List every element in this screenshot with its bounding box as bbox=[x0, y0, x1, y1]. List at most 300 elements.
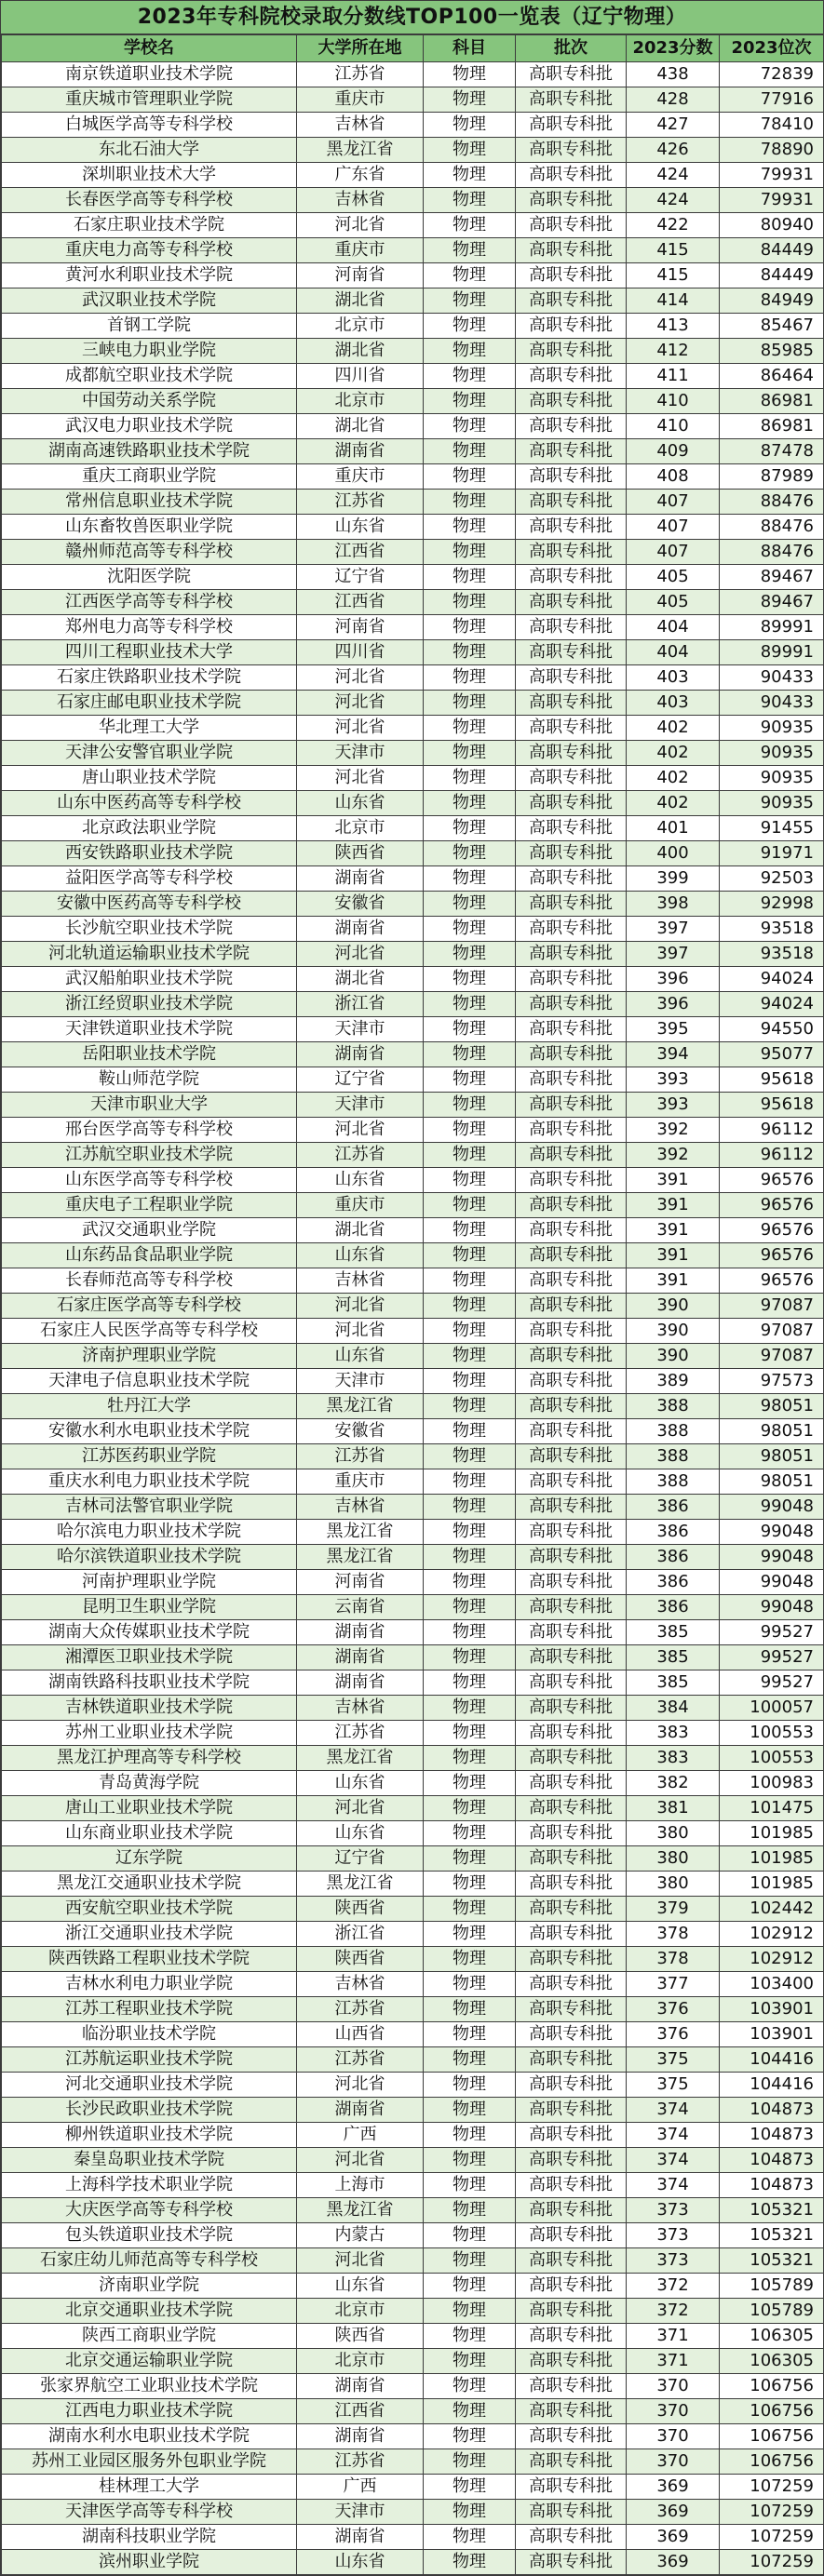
subject-cell: 物理 bbox=[424, 1444, 516, 1469]
batch-cell: 高职专科批 bbox=[516, 2500, 627, 2525]
rank-cell: 93518 bbox=[720, 917, 824, 942]
batch-cell: 高职专科批 bbox=[516, 2449, 627, 2475]
table-row bbox=[2, 1696, 824, 1721]
table-row bbox=[2, 1897, 824, 1922]
province-cell: 山东省 bbox=[297, 2550, 424, 2575]
score-cell: 424 bbox=[627, 163, 720, 188]
rank-cell: 88476 bbox=[720, 515, 824, 540]
province-cell: 陕西省 bbox=[297, 1897, 424, 1922]
province-cell: 湖南省 bbox=[297, 1620, 424, 1645]
province-cell: 山东省 bbox=[297, 2274, 424, 2299]
school-name-cell: 重庆工商职业学院 bbox=[2, 464, 297, 490]
score-cell: 385 bbox=[627, 1620, 720, 1645]
batch-cell: 高职专科批 bbox=[516, 1771, 627, 1796]
subject-cell: 物理 bbox=[424, 967, 516, 992]
batch-cell: 高职专科批 bbox=[516, 1570, 627, 1595]
rank-cell: 89991 bbox=[720, 640, 824, 665]
subject-cell: 物理 bbox=[424, 791, 516, 816]
batch-cell: 高职专科批 bbox=[516, 791, 627, 816]
batch-cell: 高职专科批 bbox=[516, 1922, 627, 1947]
rank-cell: 80940 bbox=[720, 213, 824, 238]
subject-cell: 物理 bbox=[424, 2399, 516, 2424]
score-cell: 388 bbox=[627, 1469, 720, 1495]
school-name-cell: 石家庄医学高等专科学校 bbox=[2, 1294, 297, 1319]
school-name-cell: 昆明卫生职业学院 bbox=[2, 1595, 297, 1620]
score-cell: 380 bbox=[627, 1821, 720, 1846]
province-cell: 天津市 bbox=[297, 1093, 424, 1118]
subject-cell: 物理 bbox=[424, 1143, 516, 1168]
subject-cell: 物理 bbox=[424, 2475, 516, 2500]
rank-cell: 96576 bbox=[720, 1243, 824, 1268]
score-cell: 383 bbox=[627, 1746, 720, 1771]
score-cell: 384 bbox=[627, 1696, 720, 1721]
rank-cell: 91971 bbox=[720, 841, 824, 866]
table-row bbox=[2, 1645, 824, 1670]
score-cell: 393 bbox=[627, 1067, 720, 1093]
table-row bbox=[2, 515, 824, 540]
table-row bbox=[2, 439, 824, 464]
school-name-cell: 武汉职业技术学院 bbox=[2, 288, 297, 314]
batch-cell: 高职专科批 bbox=[516, 1721, 627, 1746]
province-cell: 辽宁省 bbox=[297, 1846, 424, 1872]
subject-cell: 物理 bbox=[424, 1168, 516, 1193]
score-cell: 377 bbox=[627, 1972, 720, 1997]
rank-cell: 90935 bbox=[720, 791, 824, 816]
province-cell: 江西省 bbox=[297, 540, 424, 565]
subject-cell: 物理 bbox=[424, 540, 516, 565]
rank-cell: 106756 bbox=[720, 2399, 824, 2424]
province-cell: 江苏省 bbox=[297, 1721, 424, 1746]
subject-cell: 物理 bbox=[424, 87, 516, 113]
school-name-cell: 重庆电子工程职业学院 bbox=[2, 1193, 297, 1218]
table-row bbox=[2, 2248, 824, 2274]
province-cell: 山东省 bbox=[297, 1771, 424, 1796]
subject-cell: 物理 bbox=[424, 464, 516, 490]
province-cell: 广西 bbox=[297, 2475, 424, 2500]
batch-cell: 高职专科批 bbox=[516, 2424, 627, 2449]
rank-cell: 104873 bbox=[720, 2123, 824, 2148]
rank-cell: 104416 bbox=[720, 2073, 824, 2098]
province-cell: 河北省 bbox=[297, 2248, 424, 2274]
header-row bbox=[2, 35, 824, 62]
batch-cell: 高职专科批 bbox=[516, 2299, 627, 2324]
subject-cell: 物理 bbox=[424, 1746, 516, 1771]
score-cell: 373 bbox=[627, 2248, 720, 2274]
score-cell: 404 bbox=[627, 640, 720, 665]
subject-cell: 物理 bbox=[424, 1595, 516, 1620]
school-name-cell: 青岛黄海学院 bbox=[2, 1771, 297, 1796]
subject-cell: 物理 bbox=[424, 1821, 516, 1846]
subject-cell: 物理 bbox=[424, 1645, 516, 1670]
school-name-cell: 张家界航空工业职业技术学院 bbox=[2, 2374, 297, 2399]
subject-cell: 物理 bbox=[424, 1846, 516, 1872]
school-name-cell: 江西医学高等专科学校 bbox=[2, 590, 297, 615]
rank-cell: 98051 bbox=[720, 1444, 824, 1469]
province-cell: 江苏省 bbox=[297, 1997, 424, 2022]
batch-cell: 高职专科批 bbox=[516, 1947, 627, 1972]
batch-cell: 高职专科批 bbox=[516, 1469, 627, 1495]
subject-cell: 物理 bbox=[424, 892, 516, 917]
subject-cell: 物理 bbox=[424, 389, 516, 414]
province-cell: 河北省 bbox=[297, 942, 424, 967]
table-row bbox=[2, 2047, 824, 2073]
school-name-cell: 牡丹江大学 bbox=[2, 1394, 297, 1419]
table-row bbox=[2, 163, 824, 188]
table-row bbox=[2, 841, 824, 866]
school-name-cell: 长春医学高等专科学校 bbox=[2, 188, 297, 213]
rank-cell: 90433 bbox=[720, 665, 824, 691]
score-cell: 402 bbox=[627, 741, 720, 766]
table-row bbox=[2, 665, 824, 691]
rank-cell: 96112 bbox=[720, 1118, 824, 1143]
table-row bbox=[2, 1369, 824, 1394]
subject-cell: 物理 bbox=[424, 1344, 516, 1369]
subject-cell: 物理 bbox=[424, 1520, 516, 1545]
school-name-cell: 江西电力职业技术学院 bbox=[2, 2399, 297, 2424]
batch-cell: 高职专科批 bbox=[516, 2274, 627, 2299]
table-row bbox=[2, 1997, 824, 2022]
school-name-cell: 成都航空职业技术学院 bbox=[2, 364, 297, 389]
batch-cell: 高职专科批 bbox=[516, 1696, 627, 1721]
province-cell: 湖南省 bbox=[297, 1670, 424, 1696]
table-row bbox=[2, 1947, 824, 1972]
table-row bbox=[2, 866, 824, 892]
subject-cell: 物理 bbox=[424, 1319, 516, 1344]
score-cell: 373 bbox=[627, 2223, 720, 2248]
batch-cell: 高职专科批 bbox=[516, 2198, 627, 2223]
subject-cell: 物理 bbox=[424, 1922, 516, 1947]
table-body bbox=[2, 62, 824, 2575]
rank-cell: 94024 bbox=[720, 967, 824, 992]
table-row bbox=[2, 213, 824, 238]
table-row bbox=[2, 540, 824, 565]
score-cell: 390 bbox=[627, 1319, 720, 1344]
table-row bbox=[2, 1495, 824, 1520]
table-row bbox=[2, 716, 824, 741]
rank-cell: 106756 bbox=[720, 2424, 824, 2449]
subject-cell: 物理 bbox=[424, 741, 516, 766]
rank-cell: 100553 bbox=[720, 1721, 824, 1746]
school-name-cell: 湖南高速铁路职业技术学院 bbox=[2, 439, 297, 464]
table-row bbox=[2, 1294, 824, 1319]
rank-cell: 90935 bbox=[720, 716, 824, 741]
score-cell: 405 bbox=[627, 565, 720, 590]
school-name-cell: 沈阳医学院 bbox=[2, 565, 297, 590]
score-cell: 369 bbox=[627, 2475, 720, 2500]
school-name-cell: 深圳职业技术大学 bbox=[2, 163, 297, 188]
batch-cell: 高职专科批 bbox=[516, 2399, 627, 2424]
score-cell: 410 bbox=[627, 389, 720, 414]
rank-cell: 96576 bbox=[720, 1268, 824, 1294]
province-cell: 湖南省 bbox=[297, 439, 424, 464]
table-row bbox=[2, 967, 824, 992]
subject-cell: 物理 bbox=[424, 1394, 516, 1419]
table-row bbox=[2, 590, 824, 615]
rank-cell: 78890 bbox=[720, 138, 824, 163]
subject-cell: 物理 bbox=[424, 2525, 516, 2550]
rank-cell: 100553 bbox=[720, 1746, 824, 1771]
school-name-cell: 邢台医学高等专科学校 bbox=[2, 1118, 297, 1143]
score-cell: 374 bbox=[627, 2173, 720, 2198]
subject-cell: 物理 bbox=[424, 816, 516, 841]
subject-cell: 物理 bbox=[424, 917, 516, 942]
batch-cell: 高职专科批 bbox=[516, 1243, 627, 1268]
table-row bbox=[2, 640, 824, 665]
rank-cell: 104873 bbox=[720, 2148, 824, 2173]
batch-cell: 高职专科批 bbox=[516, 439, 627, 464]
table-row bbox=[2, 490, 824, 515]
province-cell: 北京市 bbox=[297, 2299, 424, 2324]
table-row bbox=[2, 1972, 824, 1997]
province-cell: 湖北省 bbox=[297, 288, 424, 314]
province-cell: 辽宁省 bbox=[297, 565, 424, 590]
score-cell: 399 bbox=[627, 866, 720, 892]
batch-cell: 高职专科批 bbox=[516, 841, 627, 866]
province-cell: 安徽省 bbox=[297, 1419, 424, 1444]
subject-cell: 物理 bbox=[424, 691, 516, 716]
province-cell: 山东省 bbox=[297, 1344, 424, 1369]
subject-cell: 物理 bbox=[424, 2098, 516, 2123]
batch-cell: 高职专科批 bbox=[516, 314, 627, 339]
province-cell: 河北省 bbox=[297, 665, 424, 691]
batch-cell: 高职专科批 bbox=[516, 2324, 627, 2349]
batch-cell: 高职专科批 bbox=[516, 540, 627, 565]
province-cell: 广西 bbox=[297, 2123, 424, 2148]
subject-cell: 物理 bbox=[424, 1067, 516, 1093]
province-cell: 河北省 bbox=[297, 1319, 424, 1344]
table-row bbox=[2, 2500, 824, 2525]
rank-cell: 99048 bbox=[720, 1520, 824, 1545]
score-cell: 403 bbox=[627, 691, 720, 716]
batch-cell: 高职专科批 bbox=[516, 87, 627, 113]
province-cell: 云南省 bbox=[297, 1595, 424, 1620]
subject-cell: 物理 bbox=[424, 1369, 516, 1394]
score-cell: 371 bbox=[627, 2349, 720, 2374]
batch-cell: 高职专科批 bbox=[516, 1067, 627, 1093]
table-row bbox=[2, 615, 824, 640]
school-name-cell: 天津医学高等专科学校 bbox=[2, 2500, 297, 2525]
table-row bbox=[2, 942, 824, 967]
province-cell: 天津市 bbox=[297, 1017, 424, 1042]
table-row bbox=[2, 1193, 824, 1218]
subject-cell: 物理 bbox=[424, 2424, 516, 2449]
header-rank: 2023位次 bbox=[720, 35, 824, 62]
header-school: 学校名 bbox=[2, 35, 297, 62]
school-name-cell: 包头铁道职业技术学院 bbox=[2, 2223, 297, 2248]
province-cell: 湖南省 bbox=[297, 2374, 424, 2399]
batch-cell: 高职专科批 bbox=[516, 188, 627, 213]
score-cell: 394 bbox=[627, 1042, 720, 1067]
subject-cell: 物理 bbox=[424, 1495, 516, 1520]
school-name-cell: 苏州工业园区服务外包职业学院 bbox=[2, 2449, 297, 2475]
table-row bbox=[2, 1419, 824, 1444]
subject-cell: 物理 bbox=[424, 2324, 516, 2349]
score-cell: 407 bbox=[627, 540, 720, 565]
province-cell: 湖南省 bbox=[297, 866, 424, 892]
table-row bbox=[2, 1872, 824, 1897]
table-row bbox=[2, 188, 824, 213]
rank-cell: 78410 bbox=[720, 113, 824, 138]
province-cell: 吉林省 bbox=[297, 1972, 424, 1997]
school-name-cell: 吉林铁道职业技术学院 bbox=[2, 1696, 297, 1721]
subject-cell: 物理 bbox=[424, 113, 516, 138]
rank-cell: 72839 bbox=[720, 62, 824, 87]
table-row bbox=[2, 1344, 824, 1369]
school-name-cell: 武汉电力职业技术学院 bbox=[2, 414, 297, 439]
header-province: 大学所在地 bbox=[297, 35, 424, 62]
batch-cell: 高职专科批 bbox=[516, 1821, 627, 1846]
school-name-cell: 武汉船舶职业技术学院 bbox=[2, 967, 297, 992]
rank-cell: 100983 bbox=[720, 1771, 824, 1796]
batch-cell: 高职专科批 bbox=[516, 716, 627, 741]
subject-cell: 物理 bbox=[424, 1193, 516, 1218]
table-row bbox=[2, 1469, 824, 1495]
province-cell: 北京市 bbox=[297, 816, 424, 841]
rank-cell: 105789 bbox=[720, 2274, 824, 2299]
rank-cell: 105321 bbox=[720, 2248, 824, 2274]
province-cell: 湖南省 bbox=[297, 1042, 424, 1067]
batch-cell: 高职专科批 bbox=[516, 2223, 627, 2248]
batch-cell: 高职专科批 bbox=[516, 967, 627, 992]
subject-cell: 物理 bbox=[424, 565, 516, 590]
province-cell: 重庆市 bbox=[297, 87, 424, 113]
province-cell: 浙江省 bbox=[297, 1922, 424, 1947]
subject-cell: 物理 bbox=[424, 238, 516, 263]
school-name-cell: 哈尔滨电力职业技术学院 bbox=[2, 1520, 297, 1545]
batch-cell: 高职专科批 bbox=[516, 640, 627, 665]
score-cell: 401 bbox=[627, 816, 720, 841]
subject-cell: 物理 bbox=[424, 2550, 516, 2575]
batch-cell: 高职专科批 bbox=[516, 1444, 627, 1469]
subject-cell: 物理 bbox=[424, 2073, 516, 2098]
table-row bbox=[2, 1118, 824, 1143]
province-cell: 黑龙江省 bbox=[297, 138, 424, 163]
province-cell: 广东省 bbox=[297, 163, 424, 188]
school-name-cell: 赣州师范高等专科学校 bbox=[2, 540, 297, 565]
score-cell: 426 bbox=[627, 138, 720, 163]
subject-cell: 物理 bbox=[424, 490, 516, 515]
batch-cell: 高职专科批 bbox=[516, 2022, 627, 2047]
subject-cell: 物理 bbox=[424, 2274, 516, 2299]
subject-cell: 物理 bbox=[424, 2123, 516, 2148]
subject-cell: 物理 bbox=[424, 1042, 516, 1067]
province-cell: 重庆市 bbox=[297, 464, 424, 490]
province-cell: 黑龙江省 bbox=[297, 1746, 424, 1771]
province-cell: 山东省 bbox=[297, 1168, 424, 1193]
batch-cell: 高职专科批 bbox=[516, 942, 627, 967]
school-name-cell: 柳州铁道职业技术学院 bbox=[2, 2123, 297, 2148]
score-cell: 397 bbox=[627, 917, 720, 942]
province-cell: 黑龙江省 bbox=[297, 1394, 424, 1419]
table-row bbox=[2, 816, 824, 841]
batch-cell: 高职专科批 bbox=[516, 263, 627, 288]
subject-cell: 物理 bbox=[424, 1670, 516, 1696]
rank-cell: 105321 bbox=[720, 2223, 824, 2248]
rank-cell: 107259 bbox=[720, 2525, 824, 2550]
score-cell: 396 bbox=[627, 967, 720, 992]
score-cell: 393 bbox=[627, 1093, 720, 1118]
score-cell: 378 bbox=[627, 1947, 720, 1972]
rank-cell: 99527 bbox=[720, 1670, 824, 1696]
score-cell: 427 bbox=[627, 113, 720, 138]
batch-cell: 高职专科批 bbox=[516, 2148, 627, 2173]
table-row bbox=[2, 2098, 824, 2123]
subject-cell: 物理 bbox=[424, 1897, 516, 1922]
subject-cell: 物理 bbox=[424, 1972, 516, 1997]
rank-cell: 97087 bbox=[720, 1294, 824, 1319]
rank-cell: 95618 bbox=[720, 1093, 824, 1118]
table-row bbox=[2, 314, 824, 339]
rank-cell: 106756 bbox=[720, 2449, 824, 2475]
table-row bbox=[2, 992, 824, 1017]
table-row bbox=[2, 1444, 824, 1469]
subject-cell: 物理 bbox=[424, 2449, 516, 2475]
table-row bbox=[2, 741, 824, 766]
score-cell: 391 bbox=[627, 1268, 720, 1294]
subject-cell: 物理 bbox=[424, 288, 516, 314]
school-name-cell: 苏州工业职业技术学院 bbox=[2, 1721, 297, 1746]
school-name-cell: 天津市职业大学 bbox=[2, 1093, 297, 1118]
batch-cell: 高职专科批 bbox=[516, 1620, 627, 1645]
school-name-cell: 石家庄人民医学高等专科学校 bbox=[2, 1319, 297, 1344]
table-row bbox=[2, 2123, 824, 2148]
batch-cell: 高职专科批 bbox=[516, 1042, 627, 1067]
batch-cell: 高职专科批 bbox=[516, 1168, 627, 1193]
rank-cell: 101985 bbox=[720, 1846, 824, 1872]
province-cell: 吉林省 bbox=[297, 1268, 424, 1294]
table-row bbox=[2, 2223, 824, 2248]
province-cell: 湖南省 bbox=[297, 2098, 424, 2123]
rank-cell: 106305 bbox=[720, 2349, 824, 2374]
school-name-cell: 唐山职业技术学院 bbox=[2, 766, 297, 791]
subject-cell: 物理 bbox=[424, 1017, 516, 1042]
batch-cell: 高职专科批 bbox=[516, 490, 627, 515]
province-cell: 重庆市 bbox=[297, 1193, 424, 1218]
subject-cell: 物理 bbox=[424, 188, 516, 213]
batch-cell: 高职专科批 bbox=[516, 1495, 627, 1520]
batch-cell: 高职专科批 bbox=[516, 2047, 627, 2073]
subject-cell: 物理 bbox=[424, 1872, 516, 1897]
score-cell: 380 bbox=[627, 1872, 720, 1897]
rank-cell: 105321 bbox=[720, 2198, 824, 2223]
batch-cell: 高职专科批 bbox=[516, 917, 627, 942]
rank-cell: 84949 bbox=[720, 288, 824, 314]
rank-cell: 102442 bbox=[720, 1897, 824, 1922]
rank-cell: 96112 bbox=[720, 1143, 824, 1168]
score-cell: 374 bbox=[627, 2148, 720, 2173]
school-name-cell: 山东畜牧兽医职业学院 bbox=[2, 515, 297, 540]
school-name-cell: 山东商业职业技术学院 bbox=[2, 1821, 297, 1846]
school-name-cell: 黄河水利职业技术学院 bbox=[2, 263, 297, 288]
rank-cell: 98051 bbox=[720, 1419, 824, 1444]
header-score: 2023分数 bbox=[627, 35, 720, 62]
table-row bbox=[2, 1067, 824, 1093]
batch-cell: 高职专科批 bbox=[516, 2248, 627, 2274]
rank-cell: 79931 bbox=[720, 188, 824, 213]
table-row bbox=[2, 87, 824, 113]
batch-cell: 高职专科批 bbox=[516, 1268, 627, 1294]
subject-cell: 物理 bbox=[424, 2374, 516, 2399]
school-name-cell: 黑龙江护理高等专科学校 bbox=[2, 1746, 297, 1771]
school-name-cell: 北京交通职业技术学院 bbox=[2, 2299, 297, 2324]
subject-cell: 物理 bbox=[424, 1947, 516, 1972]
rank-cell: 85985 bbox=[720, 339, 824, 364]
score-cell: 409 bbox=[627, 439, 720, 464]
batch-cell: 高职专科批 bbox=[516, 1193, 627, 1218]
school-name-cell: 鞍山师范学院 bbox=[2, 1067, 297, 1093]
batch-cell: 高职专科批 bbox=[516, 163, 627, 188]
subject-cell: 物理 bbox=[424, 1419, 516, 1444]
